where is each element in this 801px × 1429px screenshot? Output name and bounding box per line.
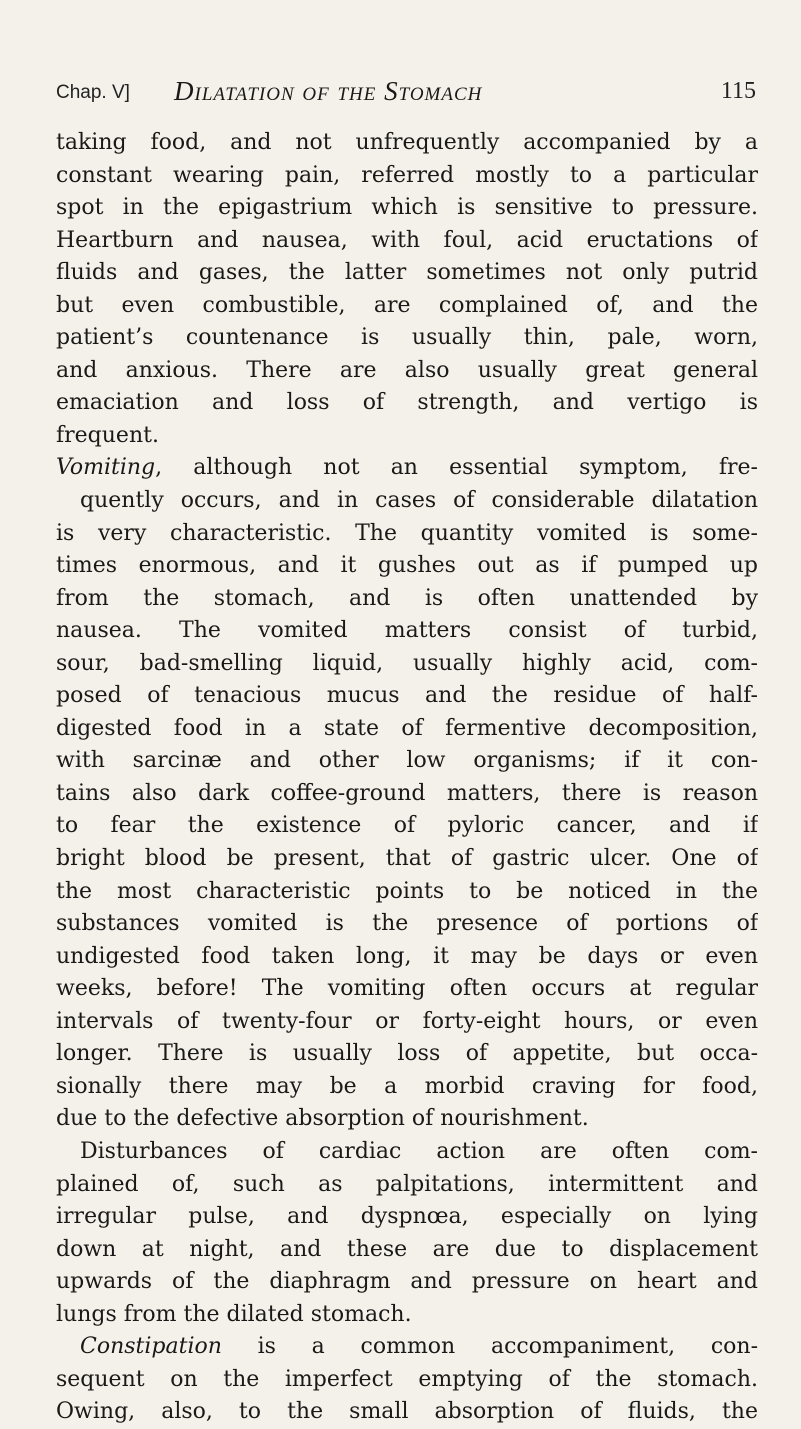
text-line: Heartburn and nausea, with foul, acid eructations of [56, 227, 758, 253]
text-line: upwards of the diaphragm and pressure on heart and [56, 1269, 758, 1295]
text-line: nausea. The vomited matters consist of turbid, [56, 618, 758, 644]
text-line: undigested food taken long, it may be days or even [56, 943, 758, 969]
text-line: plained of, such as palpitations, intermittent and [56, 1171, 758, 1197]
text-line: is very characteristic. The quantity vomited is some- [56, 520, 758, 546]
paragraph-start-cardiac: Disturbances of cardiac action are often com- [80, 1138, 758, 1164]
page-number: 115 [720, 78, 756, 104]
text-line: substances vomited is the presence of portions of [56, 911, 758, 937]
text-line: digested food in a state of fermentive decomposition, [56, 715, 758, 741]
running-title: Dilatation of the Stomach [174, 76, 483, 106]
body-text [56, 127, 758, 1429]
text-line: down at night, and these are due to displacement [56, 1236, 758, 1262]
text-line: times enormous, and it gushes out as if pumped up [56, 553, 758, 579]
text-line: but even combustible, are complained of, and the [56, 292, 758, 318]
text-line: spot in the epigastrium which is sensitive to pressure. [56, 195, 758, 221]
text-line: posed of tenacious mucus and the residue of half- [56, 683, 758, 709]
text-line: longer. There is usually loss of appetite, but occa- [56, 1041, 758, 1067]
text-line: constant wearing pain, referred mostly to a particular [56, 162, 758, 188]
text-line: the most characteristic points to be noticed in the [56, 878, 758, 904]
text-line: to fear the existence of pyloric cancer, and if [56, 813, 758, 839]
paragraph-start-constipation: Constipation is a common accompaniment, con- [80, 1334, 758, 1360]
text-line: Owing, also, to the small absorption of fluids, the [56, 1399, 758, 1425]
text-line: taking food, and not unfrequently accompanied by a [56, 130, 758, 155]
chapter-label: Chap. V] [56, 82, 130, 103]
text-line: with sarcinæ and other low organisms; if it con- [56, 748, 758, 774]
text-line: and anxious. There are also usually great general [56, 357, 758, 383]
text-line: weeks, before! The vomiting often occurs at regular [56, 976, 758, 1002]
text-line: sionally there may be a morbid craving for food, [56, 1073, 758, 1099]
running-head [56, 76, 758, 110]
text-line: from the stomach, and is often unattended by [56, 585, 758, 611]
text-line: emaciation and loss of strength, and vertigo is [56, 390, 758, 416]
text-line: intervals of twenty-four or forty-eight hours, or even [56, 1008, 758, 1034]
text-line: tains also dark coffee-ground matters, there is reason [56, 780, 758, 806]
text-line: patient’s countenance is usually thin, pale, worn, [56, 325, 758, 351]
text-line: lungs from the dilated stomach. [56, 1301, 412, 1327]
text-line: sequent on the imperfect emptying of the stomach. [56, 1366, 758, 1392]
run-in-heading: Vomiting [56, 455, 156, 481]
text-line: fluids and gases, the latter sometimes not only putrid [56, 260, 758, 286]
paragraph-start-vomiting: Vomiting, although not an essential symptom, fre- [56, 455, 758, 481]
run-in-heading: Constipation [80, 1334, 222, 1360]
text-line: frequent. [56, 422, 159, 448]
text-line: sour, bad-smelling liquid, usually highly acid, com- [56, 650, 758, 676]
text-line: bright blood be present, that of gastric ulcer. One of [56, 846, 758, 872]
text-line: quently occurs, and in cases of considerable dilatation [80, 488, 758, 514]
text-line: irregular pulse, and dyspnœa, especially on lying [56, 1204, 758, 1230]
text-line: due to the defective absorption of nourishment. [56, 1106, 589, 1132]
